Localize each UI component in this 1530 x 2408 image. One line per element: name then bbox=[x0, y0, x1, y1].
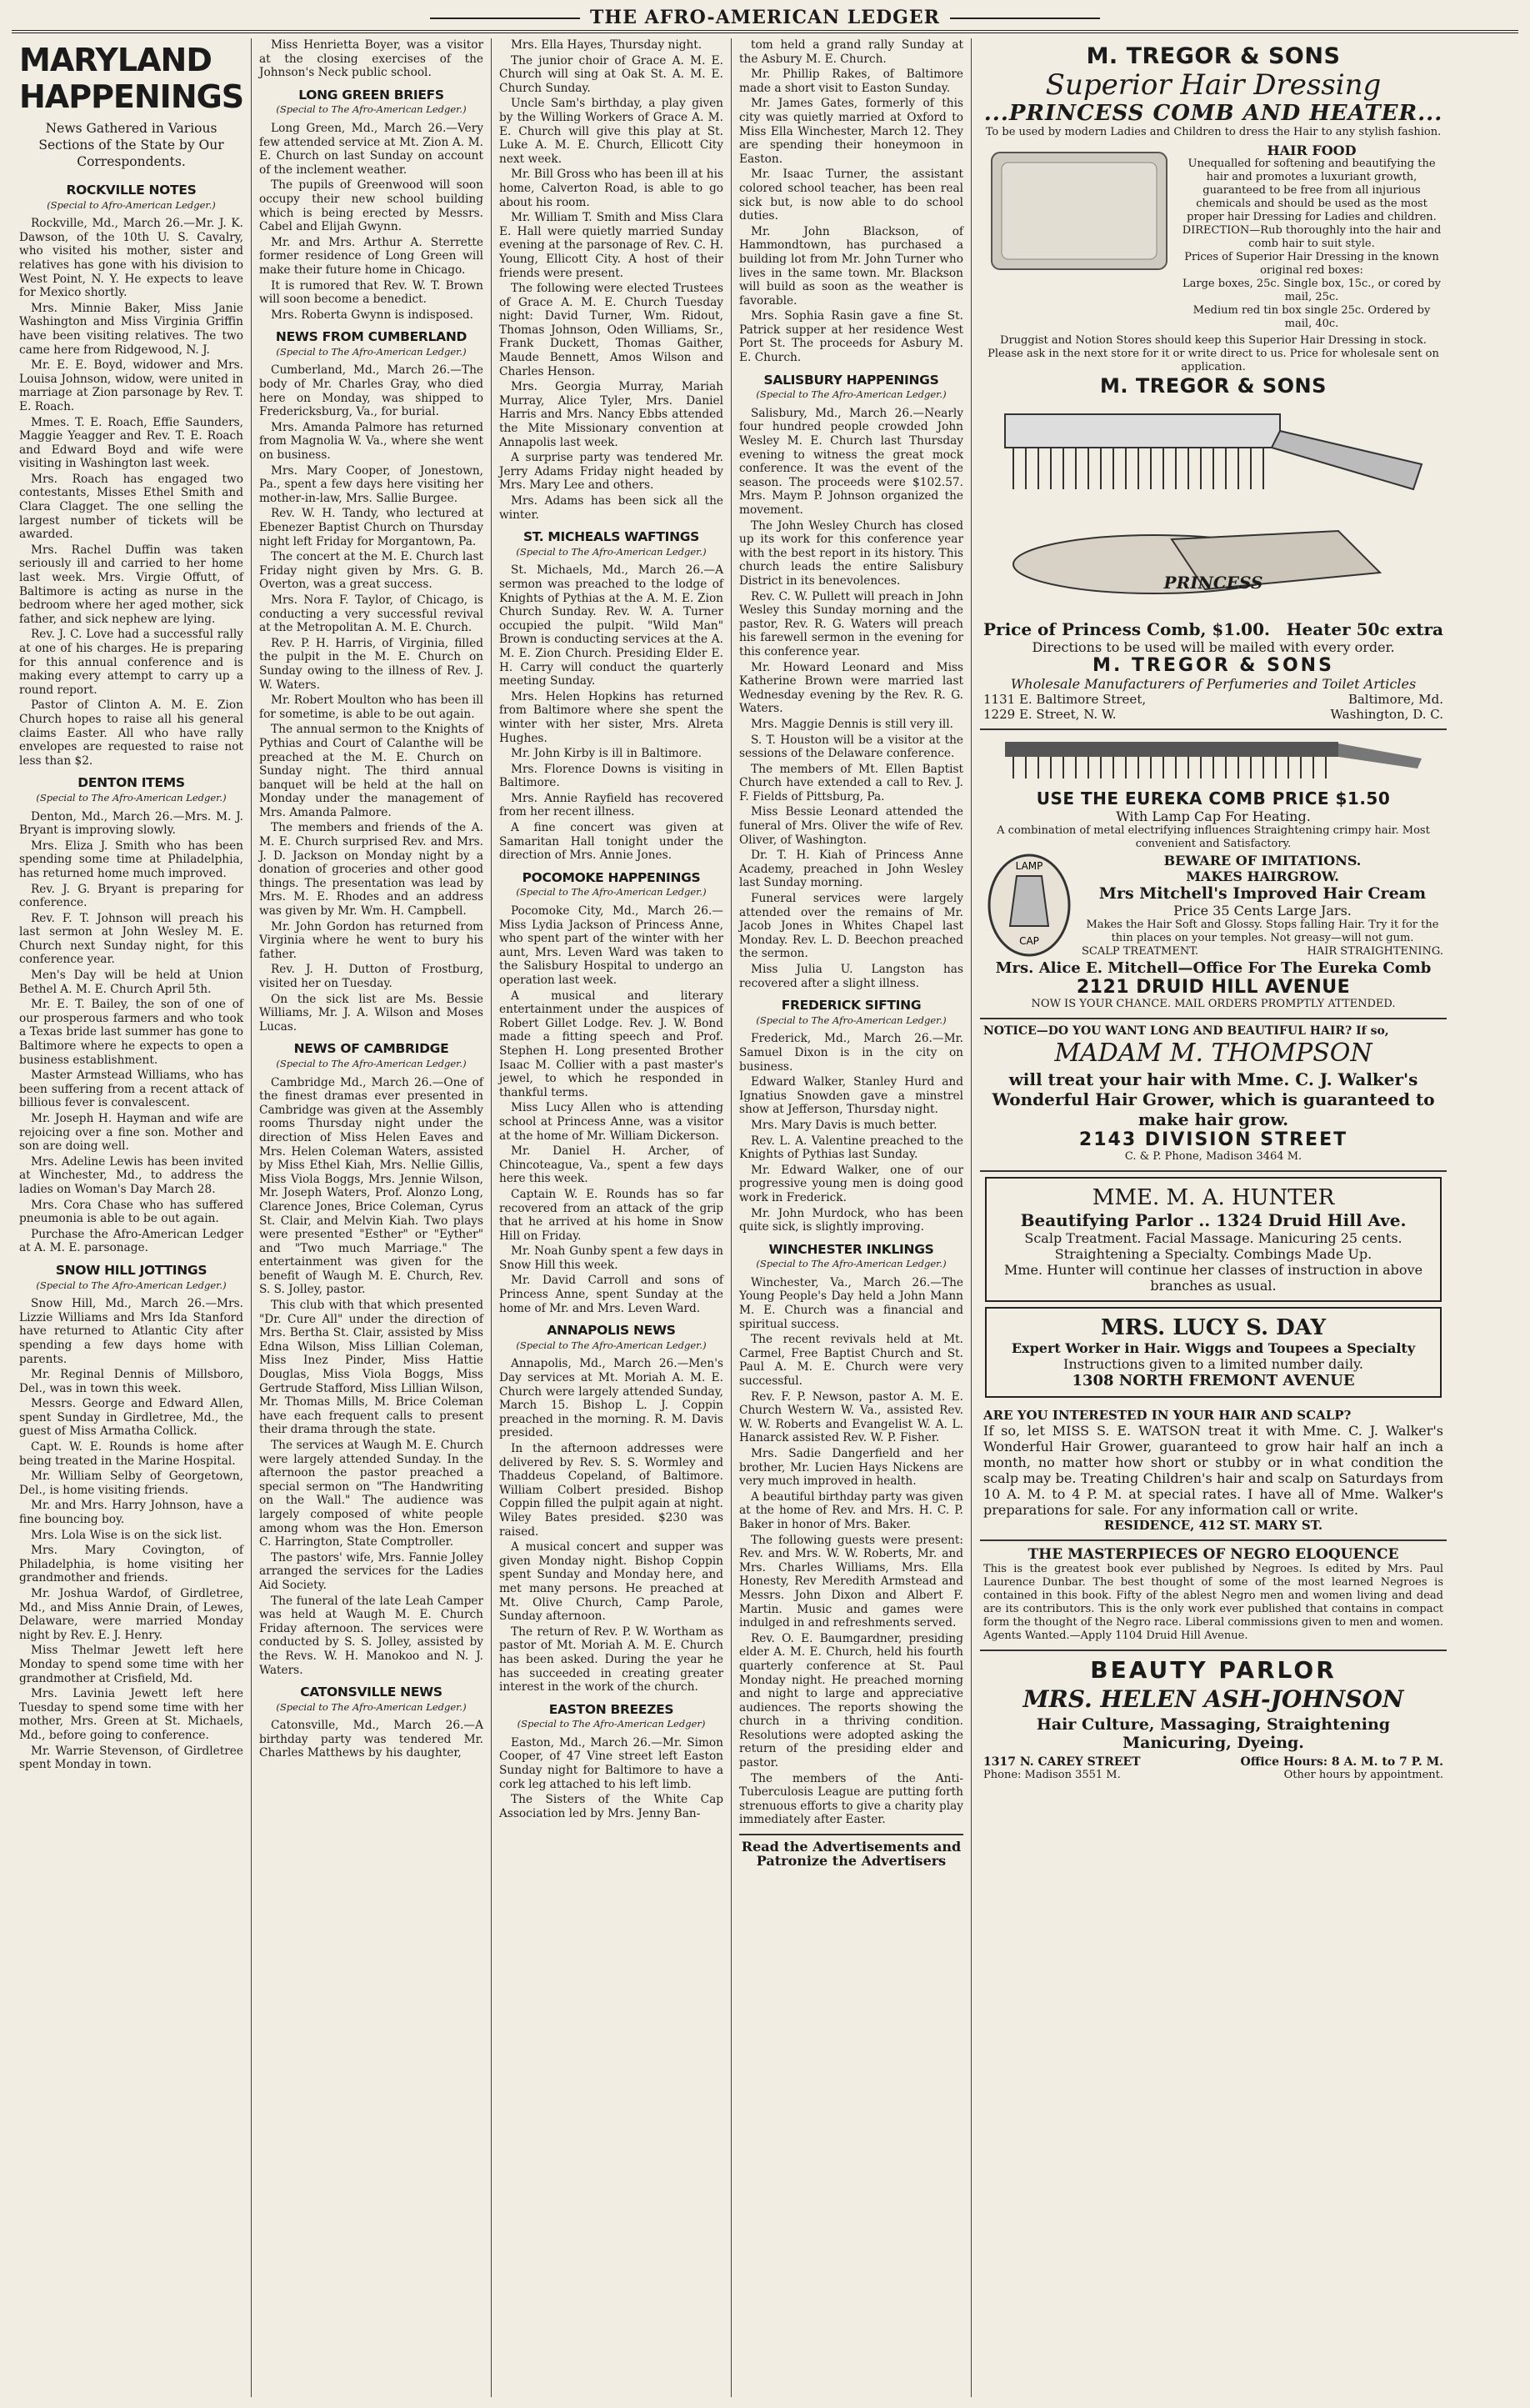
parlor-phone: Phone: Madison 3551 M. bbox=[983, 1769, 1121, 1781]
section-title: ROCKVILLE NOTES bbox=[66, 183, 197, 198]
article-paragraph: Rev. W. H. Tandy, who lectured at Ebenezer Baptist Church on Thursday night left Friday for Morgantown, Pa. bbox=[259, 507, 483, 548]
article-paragraph: Mrs. Mary Covington, of Philadelphia, is home visiting her grandmother and friends. bbox=[19, 1544, 243, 1585]
article-paragraph: Winchester, Va., March 26.—The Young People's Day held a John Mann M. E. Church was a financial and spiritual success. bbox=[739, 1275, 963, 1331]
article-paragraph: Mrs. Sadie Dangerfield and her brother, Mr. Lucien Hays Nickens are very much improved in health. bbox=[739, 1447, 963, 1489]
article-paragraph: Mmes. T. E. Roach, Effie Saunders, Maggie Yeagger and Rev. T. E. Roach and Edward Boyd and wife were visiting in Washington last week. bbox=[19, 415, 243, 471]
article-paragraph: The pupils of Greenwood will soon occupy their new school building which is being erected by Messrs. Cabel and Elijah Gwynn. bbox=[259, 178, 483, 234]
section-title: NEWS FROM CUMBERLAND bbox=[275, 329, 468, 345]
address-street: 1131 E. Baltimore Street, bbox=[983, 692, 1147, 707]
section-byline: (Special to The Afro-American Ledger.) bbox=[756, 1014, 947, 1026]
article-paragraph: Uncle Sam's birthday, a play given by the Willing Workers of Grace A. M. E. Church will give this play at St. Luke A. M. E. Church, Ellicott City next week. bbox=[499, 97, 723, 166]
headline-line-2: HAPPENINGS bbox=[19, 78, 244, 115]
article-paragraph: Men's Day will be held at Union Bethel A. M. E. Church April 5th. bbox=[19, 969, 243, 996]
article-paragraph: Mrs. Nora F. Taylor, of Chicago, is conducting a very successful revival at the Metropolitan A. M. E. Church. bbox=[259, 593, 483, 635]
masterpieces-title: THE MASTERPIECES OF NEGRO ELOQUENCE bbox=[1028, 1546, 1399, 1563]
hair-food-direction: DIRECTION—Rub thoroughly into the hair and comb hair to suit style. bbox=[1182, 224, 1442, 250]
scalp-treatment: SCALP TREATMENT. bbox=[1082, 944, 1199, 958]
article-paragraph: The funeral of the late Leah Camper was held at Waugh M. E. Church Friday afternoon. The services were conducted by S. S. Jolley, assisted by the Revs. W. H. Manokoo and N. J. Waters. bbox=[259, 1594, 483, 1677]
article-paragraph: Mr. Warrie Stevenson, of Girdletree spent Monday in town. bbox=[19, 1744, 243, 1772]
article-paragraph: The annual sermon to the Knights of Pythias and Court of Calanthe will be preached at the M. E. Church on Sunday night. The third annual banquet will be held at the hall on Monday under the management of Mrs. Amanda Palmore. bbox=[259, 723, 483, 819]
article-paragraph: The junior choir of Grace A. M. E. Church will sing at Oak St. A. M. E. Church Sunday. bbox=[499, 53, 723, 95]
hair-dressing-tin-icon bbox=[983, 144, 1175, 278]
article-paragraph: Mrs. Annie Rayfield has recovered from her recent illness. bbox=[499, 791, 723, 819]
article-paragraph: The members of Mt. Ellen Baptist Church have extended a call to Rev. J. F. Fields of Pittsburg, Pa. bbox=[739, 762, 963, 804]
cream-price: Price 35 Cents Large Jars. bbox=[1173, 902, 1352, 919]
section-byline: (Special to The Afro-American Ledger.) bbox=[756, 1258, 947, 1270]
article-paragraph: Mr. Bill Gross who has been ill at his home, Calverton Road, is able to go about his room. bbox=[499, 168, 723, 209]
mitchell-address: 2121 DRUID HILL AVENUE bbox=[1076, 977, 1351, 998]
article-paragraph: Rev. P. H. Harris, of Virginia, filled the pulpit in the M. E. Church on Sunday owing to the illness of Rev. J. W. Waters. bbox=[259, 636, 483, 692]
article-paragraph: Mr. Noah Gunby spent a few days in Snow Hill this week. bbox=[499, 1244, 723, 1272]
article-paragraph: Mr. Isaac Turner, the assistant colored school teacher, has been real sick but, is now able to do school duties. bbox=[739, 168, 963, 223]
article-paragraph: It is rumored that Rev. W. T. Brown will soon become a benedict. bbox=[259, 278, 483, 307]
article-paragraph: Mrs. Eliza J. Smith who has been spending some time at Philadelphia, has returned home much improved. bbox=[19, 839, 243, 880]
notice: NOTICE—DO YOU WANT LONG AND BEAUTIFUL HAIR? If so, bbox=[983, 1024, 1389, 1038]
article-paragraph: Mr. James Gates, formerly of this city was quietly married at Oxford to Miss Ella Winchester, March 12. They are spending their honeymoon in Easton. bbox=[739, 97, 963, 166]
section-title: SNOW HILL JOTTINGS bbox=[55, 1262, 208, 1278]
article-paragraph: Mrs. Mary Cooper, of Jonestown, Pa., spent a few days here visiting her mother-in-law, Mrs. Sallie Burgee. bbox=[259, 463, 483, 505]
section-title: ST. MICHEALS WAFTINGS bbox=[522, 529, 700, 545]
section-byline: (Special to The Afro-American Ledger.) bbox=[36, 791, 227, 804]
day-instructions: Instructions given to a limited number daily. bbox=[1063, 1356, 1363, 1372]
column-3 bbox=[492, 38, 732, 2397]
article-paragraph: The concert at the M. E. Church last Friday night given by Mrs. G. B. Overton, was a great success. bbox=[259, 550, 483, 592]
article-paragraph: Rev. C. W. Pullett will preach in John Wesley this Sunday morning and the pastor, Rev. R. G. Waters will preach his farewell sermon in the evening for this conference year. bbox=[739, 589, 963, 658]
article-paragraph: Salisbury, Md., March 26.—Nearly four hundred people crowded John Wesley M. E. Church last Thursday evening to witness the great mock conference. It was the event of the season. The proceeds were $102.57. Mrs. Maym P. Johnson organized the movement. bbox=[739, 406, 963, 517]
cream-title: Mrs Mitchell's Improved Hair Cream bbox=[1098, 884, 1427, 903]
beauty-parlor-ad bbox=[980, 1651, 1447, 1789]
section-byline: (Special to The Afro-American Ledger.) bbox=[276, 1057, 467, 1069]
article-paragraph: The pastors' wife, Mrs. Fannie Jolley arranged the services for the Ladies Aid Society. bbox=[259, 1550, 483, 1592]
main-headline bbox=[19, 42, 243, 115]
article-paragraph: In the afternoon addresses were delivered by Rev. S. S. Wormley and Thaddeus Copeland, of Baltimore. William Colbert presided. Bishop Coppin filled the pulpit again at night. Wiley Bates presided. $230 was raised. bbox=[499, 1442, 723, 1539]
article-paragraph: Rev. J. G. Bryant is preparing for conference. bbox=[19, 882, 243, 910]
day-expert: Expert Worker in Hair. Wiggs and Toupees a Specialty bbox=[1011, 1340, 1416, 1356]
hair-food-title: HAIR FOOD bbox=[1267, 143, 1357, 158]
article-paragraph: Mr. John Kirby is ill in Baltimore. bbox=[511, 747, 702, 761]
article-paragraph: The services at Waugh M. E. Church were largely attended Sunday. In the afternoon the pastor preached a special sermon on "The Handwriting on the Wall." The audience was largely composed of white people among whom was the Hon. Emerson C. Harrington, State Comptroller. bbox=[259, 1439, 483, 1549]
article-paragraph: A surprise party was tendered Mr. Jerry Adams Friday night headed by Mrs. Mary Lee and others. bbox=[499, 451, 723, 493]
section-title: WINCHESTER INKLINGS bbox=[768, 1241, 934, 1257]
article-paragraph: Miss Lucy Allen who is attending school at Princess Anne, was a visitor at the home of Mr. William Dickerson. bbox=[499, 1101, 723, 1143]
article-paragraph: The John Wesley Church has closed up its work for this conference year with the best report in its history. This church leads the entire Salisbury District in its benevolences. bbox=[739, 518, 963, 588]
article-paragraph: Funeral services were largely attended over the remains of Mr. Jacob Jones in Whites Chapel last Monday. Rev. L. D. Beechon preached the sermon. bbox=[739, 892, 963, 961]
section-title: FREDERICK SIFTING bbox=[781, 998, 922, 1014]
section-byline: (Special to The Afro-American Ledger.) bbox=[36, 1279, 227, 1291]
parlor-title: BEAUTY PARLOR bbox=[1090, 1656, 1337, 1684]
article-paragraph: Mr. Howard Leonard and Miss Katherine Brown were married last Wednesday evening by the Rev. R. G. Waters. bbox=[739, 660, 963, 716]
article-paragraph: Mr. Joseph H. Hayman and wife are rejoicing over a fine son. Mother and son are doing well. bbox=[19, 1112, 243, 1154]
address-street: 1229 E. Street, N. W. bbox=[983, 707, 1117, 722]
article-paragraph: Mrs. Adams has been sick all the winter. bbox=[499, 494, 723, 522]
parlor-contact-row bbox=[983, 1755, 1443, 1769]
article-paragraph: Pastor of Clinton A. M. E. Zion Church hopes to raise all his general claims Easter. All who have rally envelopes are requested to raise not less than $2. bbox=[19, 698, 243, 768]
masterpieces-ad bbox=[980, 1541, 1447, 1651]
article-paragraph: Mrs. Georgia Murray, Mariah Murray, Alice Tyler, Mrs. Daniel Harris and Mrs. Nancy Ebbs attended the Mite Missionary convention at Annapolis last week. bbox=[499, 380, 723, 449]
article-paragraph: Frederick, Md., March 26.—Mr. Samuel Dixon is in the city on business. bbox=[739, 1032, 963, 1074]
article-paragraph: Cambridge Md., March 26.—One of the finest dramas ever presented in Cambridge was given at the Assembly rooms Thursday night under the direction of Miss Helen Eaves and Mrs. Helen Coleman Waters, assisted by Miss Ethel Kiah, Mrs. Nellie Gillis, Miss Viola Boggs, Mrs. Jennie Wilson, Mr. Joseph Waters, Prof. Alonzo Long, Clarence Jones, Brice Coleman, Cyrus St. Clair, and Melvin Kiah. Two plays were presented "Esther" or "Eyther" and "Two much Marriage." The entertainment was given for the benefit of Waugh M. E. Church, Rev. S. S. Jolley, pastor. bbox=[259, 1075, 483, 1297]
heater-price: Heater 50c extra bbox=[1286, 619, 1443, 639]
eureka-title: USE THE EUREKA COMB PRICE $1.50 bbox=[1036, 788, 1391, 809]
article-paragraph: Mrs. Mary Davis is much better. bbox=[751, 1118, 938, 1132]
tregor-title: Superior Hair Dressing bbox=[1045, 68, 1382, 102]
masterpieces-text: This is the greatest book ever published by Negroes. Is edited by Mrs. Paul Laurence Dunbar. The best thought of some of the most learned Negroes is contained in this book. Fifty of the ablest Negro men and women living and dead are its contributors. This is the only work ever published that contains in compact form the thought of the Negro race. Liberal commissions given to men and women. Agents Wanted.—Apply 1104 Druid Hill Avenue. bbox=[983, 1563, 1443, 1642]
article-paragraph: The recent revivals held at Mt. Carmel, Free Baptist Church and St. Paul A. M. E. Church were very successful. bbox=[739, 1333, 963, 1389]
address-city: Washington, D. C. bbox=[1330, 707, 1443, 722]
mail-note: Directions to be used will be mailed with every order. bbox=[1032, 639, 1395, 655]
section-byline: (Special to The Afro-American Ledger.) bbox=[516, 545, 707, 558]
article-paragraph: Mrs. Sophia Rasin gave a fine St. Patrick supper at her residence West Port St. The proceeds for Asbury M. E. Church. bbox=[739, 309, 963, 365]
section-title: CATONSVILLE NEWS bbox=[300, 1685, 442, 1700]
section-title: SALISBURY HAPPENINGS bbox=[763, 372, 939, 388]
article-paragraph: Mrs. Lola Wise is on the sick list. bbox=[31, 1528, 222, 1542]
hair-food-text bbox=[1180, 144, 1443, 331]
column-1 bbox=[12, 38, 252, 2397]
princess-comb-label: PRINCESS bbox=[1163, 573, 1263, 593]
article-paragraph: Snow Hill, Md., March 26.—Mrs. Lizzie Williams and Mrs Ida Stanford have returned to Atlantic City after spending a few days home with parents. bbox=[19, 1297, 243, 1366]
article-paragraph: The following guests were present: Rev. and Mrs. W. W. Roberts, Mr. and Mrs. Charles Williams, Mrs. Ella Honesty, Rev Meredith Armstead and Messrs. John Dixon and Albert F. Martin. Music and games were indulged in and refreshments served. bbox=[739, 1533, 963, 1630]
eureka-desc: A combination of metal electrifying influences Straightening crimpy hair. Most convenient and Satisfactory. bbox=[997, 824, 1430, 850]
article-paragraph: Rev. O. E. Baumgardner, presiding elder A. M. E. Church, held his fourth quarterly conference at St. Paul Monday night. He preached morning and night to large and appreciative audiences. The reports showing the church in a thriving condition. Resolutions were adopted asking the return of the presiding elder and pastor. bbox=[739, 1631, 963, 1770]
article-paragraph: A beautiful birthday party was given at the home of Rev. and Mrs. H. C. P. Baker in honor of Mrs. Baker. bbox=[739, 1489, 963, 1531]
article-paragraph: Mr. John Blackson, of Hammondtown, has purchased a building lot from Mr. John Turner who lives in the same town. Mr. Blackson will build as soon as the weather is favorable. bbox=[739, 224, 963, 308]
hunter-ad bbox=[985, 1177, 1442, 1302]
section-byline: (Special to The Afro-American Ledger.) bbox=[276, 1700, 467, 1713]
article-paragraph: St. Michaels, Md., March 26.—A sermon was preached to the lodge of Knights of Pythias at the A. M. E. Zion Church Sunday. Rev. W. A. Turner occupied the pulpit. "Wild Man" Brown is conducting services at the A. M. E. Zion Church. Presiding Elder E. H. Carry will conduct the quarterly meeting Sunday. bbox=[499, 563, 723, 688]
article-paragraph: Mrs. Amanda Palmore has returned from Magnolia W. Va., where she went on business. bbox=[259, 420, 483, 463]
article-paragraph: Dr. T. H. Kiah of Princess Anne Academy, preached in John Wesley last Sunday morning. bbox=[739, 849, 963, 890]
treatments bbox=[1082, 945, 1443, 959]
parlor-hours: Office Hours: 8 A. M. to 7 P. M. bbox=[1240, 1755, 1443, 1769]
column-2 bbox=[252, 38, 492, 2397]
article-paragraph: A fine concert was given at Samaritan Hall tonight under the direction of Mrs. Annie Jones. bbox=[499, 821, 723, 863]
thompson-phone: C. & P. Phone, Madison 3464 M. bbox=[1124, 1150, 1302, 1163]
article-paragraph: Mr. Daniel H. Archer, of Chincoteague, Va., spent a few days here this week. bbox=[499, 1144, 723, 1186]
article-paragraph: A musical and literary entertainment under the auspices of Robert Gillet Lodge. Rev. J. W. Bond made a fitting speech and Prof. Stephen H. Long presented Brother Isaac M. Collier with a past master's jewel, to which he responded in thankful terms. bbox=[499, 989, 723, 1099]
day-ad bbox=[985, 1307, 1442, 1398]
hair-food-block bbox=[983, 144, 1443, 331]
section-title: POCOMOKE HAPPENINGS bbox=[522, 869, 701, 885]
article-paragraph: Rev. J. H. Dutton of Frostburg, visited her on Tuesday. bbox=[259, 963, 483, 990]
article-paragraph: The following were elected Trustees of Grace A. M. E. Church Tuesday night: David Turner, Wm. Ridout, Thomas Johnson, Oden Williams, Sr., Frank Duckett, Thomas Gaither, Maude Bennett, Amos Wilson and Charles Henson. bbox=[499, 282, 723, 378]
section-byline: (Special to The Afro-American Ledger.) bbox=[756, 388, 947, 401]
day-address: 1308 NORTH FREMONT AVENUE bbox=[1072, 1372, 1355, 1389]
beware: BEWARE OF IMITATIONS. bbox=[1163, 852, 1362, 869]
thompson-ad bbox=[980, 1019, 1447, 1172]
section-byline: (Special to The Afro-American Ledger.) bbox=[276, 103, 467, 116]
tregor-subtitle: ...PRINCESS COMB AND HEATER... bbox=[983, 101, 1443, 126]
article-paragraph: Pocomoke City, Md., March 26.—Miss Lydia Jackson of Princess Anne, who spent part of the winter with her aunt, Mrs. Leven Ward was taken to the Salisbury Hospital to undergo an operation last week. bbox=[499, 904, 723, 987]
hair-food-desc: Unequalled for softening and beautifying the hair and promotes a luxuriant growth, guaranteed to be free from all injurious chemicals and should be used as the most proper hair Dressing for Ladies and children. bbox=[1187, 158, 1437, 223]
mitchell-mail: NOW IS YOUR CHANCE. MAIL ORDERS PROMPTLY ATTENDED. bbox=[1031, 998, 1396, 1010]
article-paragraph: The members of the Anti-Tuberculosis League are putting forth strenuous efforts to give a charity play immediately after Easter. bbox=[739, 1771, 963, 1827]
hunter-note: Mme. Hunter will continue her classes of instruction in above branches as usual. bbox=[1003, 1262, 1423, 1294]
tregor-ad bbox=[980, 38, 1447, 730]
article-paragraph: Mrs. Florence Downs is visiting in Baltimore. bbox=[499, 762, 723, 790]
lamp-cap-icon bbox=[983, 851, 1075, 959]
tregor-address-2 bbox=[983, 707, 1443, 722]
article-paragraph: Mr. Edward Walker, one of our progressive young men is doing good work in Frederick. bbox=[739, 1163, 963, 1204]
article-paragraph: Edward Walker, Stanley Hurd and Ignatius Snowden gave a minstrel show at Jefferson, Thursday night. bbox=[739, 1075, 963, 1117]
article-paragraph: Mrs. Lavinia Jewett left here Tuesday to spend some time with her mother, Mrs. Green at St. Michaels, Md., before going to conference. bbox=[19, 1687, 243, 1742]
scalp-question: ARE YOU INTERESTED IN YOUR HAIR AND SCALP? bbox=[983, 1408, 1352, 1423]
tregor-name-3: M. TREGOR & SONS bbox=[1092, 655, 1334, 676]
watson-text: If so, let MISS S. E. WATSON treat it with Mme. C. J. Walker's Wonderful Hair Grower, guaranteed to grow hair half an inch a month, no matter how short or stubby or in what condition the scalp may be. Treating Children's hair and scalp on Saturdays from 10 A. M. to 4 P. M. at special rates. I have all of Mme. Walker's preparations for sale. For any information call or write. bbox=[983, 1423, 1443, 1518]
article-paragraph: Long Green, Md., March 26.—Very few attended service at Mt. Zion A. M. E. Church on last Sunday on account of the inclement weather. bbox=[259, 121, 483, 177]
thompson-name: MADAM M. THOMPSON bbox=[1054, 1039, 1372, 1068]
article-paragraph: Catonsville, Md., March 26.—A birthday party was tendered Mr. Charles Matthews by his daughter, bbox=[259, 1719, 483, 1760]
article-paragraph: The return of Rev. P. W. Wortham as pastor of Mt. Moriah A. M. E. Church has been asked. During the year he has succeeded in creating greater interest in the work of the church. bbox=[499, 1625, 723, 1695]
cream-desc: Makes the Hair Soft and Glossy. Stops falling Hair. Try it for the thin places on your temples. Not greasy—will not gum. bbox=[1086, 918, 1439, 944]
section-byline: (Special to Afro-American Ledger.) bbox=[47, 198, 216, 211]
cap-label: CAP bbox=[1019, 935, 1039, 947]
article-paragraph: tom held a grand rally Sunday at the Asbury M. E. Church. bbox=[739, 38, 963, 66]
mitchell-office: Mrs. Alice E. Mitchell—Office For The Eureka Comb bbox=[995, 959, 1432, 977]
mitchell-text bbox=[1082, 853, 1443, 959]
article-paragraph: Mr. E. T. Bailey, the son of one of our prosperous farmers and who took a Texas bride last summer has gone to Baltimore where he expects to open a business establishment. bbox=[19, 998, 243, 1067]
hunter-services: Scalp Treatment. Facial Massage. Manicuring 25 cents. Straightening a Specialty. Combings Made Up. bbox=[1024, 1230, 1402, 1262]
article-paragraph: Mrs. Cora Chase who has suffered pneumonia is able to be out again. bbox=[19, 1198, 243, 1226]
section-byline: (Special to The Afro-American Ledger.) bbox=[276, 345, 467, 358]
article-paragraph: On the sick list are Ms. Bessie Williams, Mr. J. A. Wilson and Moses Lucas. bbox=[259, 992, 483, 1034]
article-paragraph: Denton, Md., March 26.—Mrs. M. J. Bryant is improving slowly. bbox=[19, 809, 243, 838]
article-paragraph: Mrs. Roach has engaged two contestants, Misses Ethel Smith and Clara Clagget. The one selling the largest number of tickets will be awarded. bbox=[19, 472, 243, 542]
eureka-ad bbox=[980, 730, 1447, 1019]
masthead-rule-right bbox=[950, 18, 1100, 19]
tregor-name: M. TREGOR & SONS bbox=[1086, 43, 1341, 69]
thompson-desc: will treat your hair with Mme. C. J. Walker's Wonderful Hair Grower, which is guaranteed to make hair grow. bbox=[992, 1069, 1435, 1129]
article-paragraph: Rev. F. P. Newson, pastor A. M. E. Church Western W. Va., assisted Rev. W. W. Roberts and Evangelist W. A. L. Hanarck assisted Rev. W. P. Fisher. bbox=[739, 1389, 963, 1445]
article-paragraph: This club with that which presented "Dr. Cure All" under the direction of Mrs. Bertha St. Clair, assisted by Miss Edna Wilson, Miss Lillian Coleman, Miss Inez Pinder, Miss Hattie Douglas, Miss Viola Boggs, Miss Gertrude Stafford, Miss Lillian Wilson, Mr. Thomas Mills, M. Brice Coleman have each frequent calls to present their drama through the state. bbox=[259, 1299, 483, 1437]
article-paragraph: Mrs. Adeline Lewis has been invited at Winchester, Md., to address the ladies on Woman's Day March 28. bbox=[19, 1154, 243, 1196]
comb-price: Price of Princess Comb, $1.00. bbox=[983, 619, 1270, 639]
article-paragraph: A musical concert and supper was given Monday night. Bishop Coppin spent Sunday and Monday here, and met many persons. He preached at Mt. Olive Church, Camp Parole, Sunday afternoon. bbox=[499, 1540, 723, 1624]
hairgrow: MAKES HAIRGROW. bbox=[1186, 868, 1339, 884]
hunter-name: MME. M. A. HUNTER bbox=[1092, 1185, 1335, 1210]
article-paragraph: Miss Henrietta Boyer, was a visitor at the closing exercises of the Johnson's Neck public school. bbox=[259, 38, 483, 80]
article-paragraph: Mrs. Helen Hopkins has returned from Baltimore where she spent the winter with her sister, Mrs. Alreta Hughes. bbox=[499, 689, 723, 745]
headline-deck: News Gathered in Various Sections of the State by Our Correspondents. bbox=[38, 121, 224, 169]
article-paragraph: Mrs. Minnie Baker, Miss Janie Washington and Miss Virginia Griffin have been visiting relatives. The two came here from Ridgewood, N. J. bbox=[19, 301, 243, 357]
eureka-sub: With Lamp Cap For Heating. bbox=[1116, 809, 1311, 824]
article-paragraph: Rev. J. C. Love had a successful rally at one of his charges. He is preparing for this annual conference and is making every attempt to carry up a round report. bbox=[19, 628, 243, 697]
article-paragraph: Easton, Md., March 26.—Mr. Simon Cooper, of 47 Vine street left Easton Sunday night for Baltimore to have a cork leg attached to his left limb. bbox=[499, 1735, 723, 1791]
article-paragraph: Mrs. Rachel Duffin was taken seriously ill and carried to her home last week. Mrs. Virgie Offutt, of Baltimore is acting as nurse in the bedroom where her aged mother, sick father, and sick nephew are lying. bbox=[19, 543, 243, 626]
address-city: Baltimore, Md. bbox=[1348, 692, 1443, 707]
section-title: ANNAPOLIS NEWS bbox=[547, 1323, 676, 1339]
headline-line-1: MARYLAND bbox=[19, 42, 212, 78]
hair-food-prices: Prices of Superior Hair Dressing in the known original red boxes: bbox=[1184, 251, 1439, 277]
section-title: LONG GREEN BRIEFS bbox=[298, 87, 444, 103]
lamp-label: LAMP bbox=[1015, 860, 1043, 872]
section-title: EASTON BREEZES bbox=[548, 1701, 674, 1717]
article-paragraph: Rockville, Md., March 26.—Mr. J. K. Dawson, of the 10th U. S. Cavalry, who visited his mother, sister and relatives has gone with his division to West Point, N. Y. He expects to leave for Mexico shortly. bbox=[19, 217, 243, 300]
section-byline: (Special to The Afro-American Ledger) bbox=[517, 1718, 706, 1730]
tregor-name-2: M. TREGOR & SONS bbox=[1100, 374, 1327, 398]
patronize-footer: Read the Advertisements and Patronize the Advertisers bbox=[739, 1834, 963, 1868]
article-paragraph: Mr. Robert Moulton who has been ill for sometime, is able to be out again. bbox=[259, 693, 483, 721]
article-paragraph: Miss Julia U. Langston has recovered after a slight illness. bbox=[739, 963, 963, 990]
article-paragraph: Miss Bessie Leonard attended the funeral of Mrs. Oliver the wife of Rev. Oliver, of Washington. bbox=[739, 805, 963, 847]
hair-food-large: Large boxes, 25c. Single box, 15c., or cored by mail, 25c. bbox=[1182, 278, 1441, 303]
article-paragraph: Mr. Phillip Rakes, of Baltimore made a short visit to Easton Sunday. bbox=[739, 68, 963, 95]
parlor-name: MRS. HELEN ASH-JOHNSON bbox=[1022, 1685, 1404, 1713]
article-paragraph: Mrs. Roberta Gwynn is indisposed. bbox=[271, 308, 473, 322]
article-paragraph: The Sisters of the White Cap Association led by Mrs. Jenny Ban- bbox=[499, 1793, 723, 1820]
article-paragraph: S. T. Houston will be a visitor at the sessions of the Delaware conference. bbox=[739, 733, 963, 761]
article-paragraph: Captain W. E. Rounds has so far recovered from an attack of the grip that he arrived at his home in Snow Hill on Friday. bbox=[499, 1187, 723, 1243]
parlor-contact-row-2 bbox=[983, 1769, 1443, 1782]
article-paragraph: Capt. W. E. Rounds is home after being treated in the Marine Hospital. bbox=[19, 1440, 243, 1468]
article-paragraph: Mr. and Mrs. Arthur A. Sterrette former residence of Long Green will make their future home in Chicago. bbox=[259, 235, 483, 277]
section-byline: (Special to The Afro-American Ledger.) bbox=[516, 886, 707, 899]
article-paragraph: Rev. L. A. Valentine preached to the Knights of Pythias last Sunday. bbox=[739, 1134, 963, 1162]
tregor-address-1 bbox=[983, 692, 1443, 707]
article-paragraph: Master Armstead Williams, who has been suffering from a recent attack of billious fever is convalescent. bbox=[19, 1069, 243, 1110]
article-paragraph: Mrs. Ella Hayes, Thursday night. bbox=[511, 38, 702, 52]
article-paragraph: Miss Thelmar Jewett left here Monday to spend some time with her grandmother at Crisfield, Md. bbox=[19, 1644, 243, 1685]
parlor-appointment: Other hours by appointment. bbox=[1283, 1769, 1443, 1781]
stock-note: Druggist and Notion Stores should keep this Superior Hair Dressing in stock. Please ask in the next store for it or write direct to us. Price for wholesale sent on application. bbox=[988, 334, 1439, 373]
article-paragraph: Purchase the Afro-American Ledger at A. M. E. parsonage. bbox=[19, 1227, 243, 1255]
masthead-rule-left bbox=[430, 18, 580, 19]
wholesale-line: Wholesale Manufacturers of Perfumeries and Toilet Articles bbox=[1010, 676, 1417, 692]
article-paragraph: Mr. E. E. Boyd, widower and Mrs. Louisa Johnson, widow, were united in marriage at Zion parsonage by Rev. T. E. Roach. bbox=[19, 358, 243, 413]
article-paragraph: Mr. and Mrs. Harry Johnson, have a fine bouncing boy. bbox=[19, 1499, 243, 1527]
section-byline: (Special to The Afro-American Ledger.) bbox=[516, 1339, 707, 1351]
parlor-services: Hair Culture, Massaging, Straightening Manicuring, Dyeing. bbox=[1036, 1715, 1391, 1752]
mitchell-block bbox=[983, 851, 1443, 959]
article-paragraph: Mr. David Carroll and sons of Princess Anne, spent Sunday at the home of Mr. and Mrs. Leven Ward. bbox=[499, 1274, 723, 1315]
watson-ad bbox=[980, 1403, 1447, 1541]
watson-residence: RESIDENCE, 412 ST. MARY ST. bbox=[1103, 1518, 1323, 1533]
hair-food-medium: Medium red tin box single 25c. Ordered by mail, 40c. bbox=[1192, 304, 1431, 330]
section-title: DENTON ITEMS bbox=[78, 775, 185, 791]
masthead bbox=[12, 7, 1518, 33]
article-paragraph: Mr. William T. Smith and Miss Clara E. Hall were quietly married Sunday evening at the parsonage of Rev. C. H. Young, Ellicott City. A host of their friends were present. bbox=[499, 211, 723, 280]
article-paragraph: The members and friends of the A. M. E. Church surprised Rev. and Mrs. J. D. Jackson on Monday night by a donation of groceries and other good things. The presentation was lead by Mrs. M. E. Rhodes and an address was given by Mr. Wm. H. Campbell. bbox=[259, 821, 483, 919]
hair-straightening: HAIR STRAIGHTENING. bbox=[1307, 944, 1443, 958]
article-paragraph: Mr. William Selby of Georgetown, Del., is home visiting friends. bbox=[19, 1469, 243, 1497]
article-paragraph: Mr. Joshua Wardof, of Girdletree, Md., and Miss Annie Drain, of Lewes, Delaware, were married Monday night by Rev. E. J. Henry. bbox=[19, 1587, 243, 1642]
ads-column bbox=[972, 38, 1447, 2397]
columns bbox=[12, 38, 1518, 2397]
section-title: NEWS OF CAMBRIDGE bbox=[293, 1041, 449, 1057]
thompson-address: 2143 DIVISION STREET bbox=[1078, 1129, 1348, 1150]
hunter-parlor: Beautifying Parlor .. 1324 Druid Hill Ave. bbox=[1020, 1210, 1407, 1230]
article-paragraph: Mrs. Maggie Dennis is still very ill. bbox=[751, 717, 953, 731]
column-4 bbox=[732, 38, 972, 2397]
article-paragraph: Mr. John Gordon has returned from Virginia where he went to bury his father. bbox=[259, 919, 483, 961]
article-paragraph: Mr. John Murdock, who has been quite sick, is slightly improving. bbox=[739, 1206, 963, 1234]
article-paragraph: Annapolis, Md., March 26.—Men's Day services at Mt. Moriah A. M. E. Church were largely attended Sunday, March 15. Bishop L. J. Coppin preached in the morning. R. M. Davis presided. bbox=[499, 1357, 723, 1440]
eureka-comb-icon bbox=[997, 735, 1430, 785]
article-paragraph: Cumberland, Md., March 26.—The body of Mr. Charles Gray, who died here on Monday, was shipped to Fredericksburg, Va., for burial. bbox=[259, 363, 483, 419]
day-name: MRS. LUCY S. DAY bbox=[1100, 1315, 1327, 1340]
article-paragraph: Messrs. George and Edward Allen, spent Sunday in Girdletree, Md., the guest of Miss Armatha Collick. bbox=[19, 1397, 243, 1439]
masthead-title: THE AFRO-AMERICAN LEDGER bbox=[590, 7, 940, 28]
article-paragraph: Mr. Reginal Dennis of Millsboro, Del., was in town this week. bbox=[19, 1368, 243, 1395]
article-paragraph: Rev. F. T. Johnson will preach his last sermon at John Wesley M. E. Church next Sunday night, for this conference year. bbox=[19, 911, 243, 967]
comb-prices bbox=[983, 619, 1443, 639]
tregor-use: To be used by modern Ladies and Children to dress the Hair to any stylish fashion. bbox=[985, 126, 1442, 138]
parlor-address: 1317 N. CAREY STREET bbox=[983, 1755, 1141, 1769]
